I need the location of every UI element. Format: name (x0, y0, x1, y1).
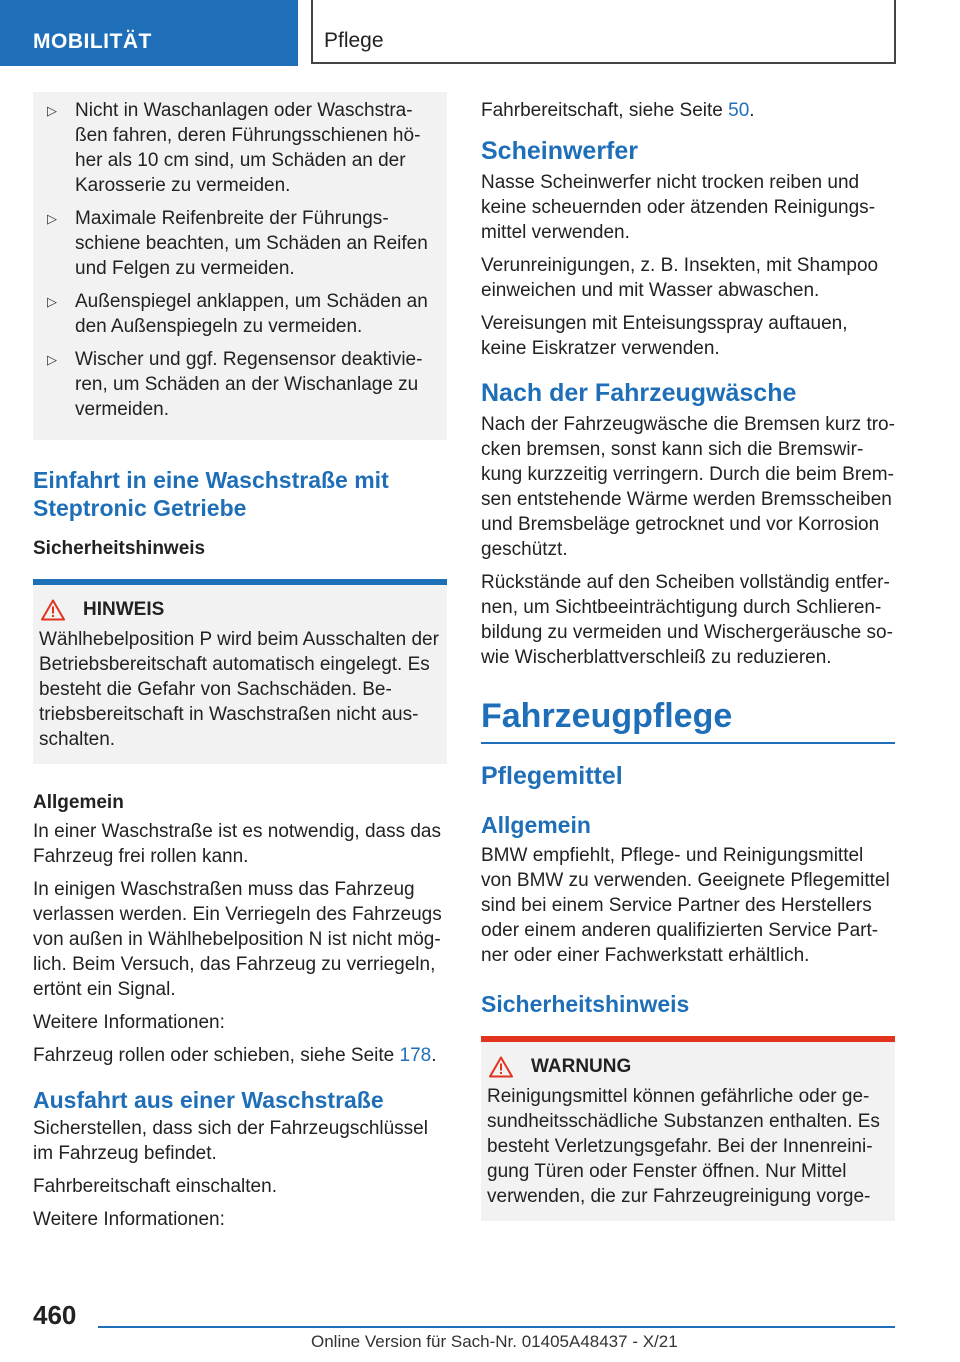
list-item: ▷ Nicht in Waschanlagen oder Waschstraßen fahren, deren Führungsschienen höher als 10 cm sind, um Schäden an der Karosserie zu vermeiden. (47, 100, 421, 196)
warning-triangle-icon (489, 1056, 513, 1078)
right-column (481, 98, 895, 1241)
notice-header (39, 599, 441, 621)
list-item: ▷ Wischer und ggf. Regensensor deaktivieren, um Schäden an der Wischanlage zu vermeiden. (47, 349, 423, 420)
triangle-right-icon: ▷ (47, 294, 57, 309)
page-link-178[interactable]: 178 (399, 1045, 432, 1066)
triangle-right-icon: ▷ (47, 352, 57, 367)
paragraph: In einigen Waschstraßen muss das Fahrzeug verlassen werden. Ein Verriegeln des Fahrzeugs von außen in Wählhebelposition N ist nicht möglich. Beim Versuch, das Fahrzeug zu verriegeln, ertönt ein Signal. (33, 879, 442, 1000)
triangle-right-icon: ▷ (47, 103, 57, 118)
section-tab: MOBILITÄT (0, 0, 298, 66)
heading-pflegemittel: Pflegemittel (481, 762, 623, 790)
warning-label: WARNUNG (531, 1056, 632, 1077)
heading-allgemein: Allgemein (481, 812, 591, 838)
heading-scheinwerfer: Scheinwerfer (481, 137, 639, 165)
heading-ausfahrt: Ausfahrt aus einer Waschstraße (33, 1087, 384, 1113)
paragraph: Sicherstellen, dass sich der Fahrzeugschlüssel im Fahrzeug befindet. (33, 1118, 428, 1164)
header-frame (311, 0, 896, 64)
warning-triangle-icon (41, 599, 65, 621)
list-item: ▷ Außenspiegel anklappen, um Schäden an den Außenspiegeln zu vermeiden. (47, 291, 428, 337)
notice-box (33, 579, 447, 764)
paragraph: Vereisungen mit Enteisungsspray auftauen, keine Eiskratzer verwenden. (481, 313, 848, 359)
heading-fahrzeugpflege: Fahrzeugpflege (481, 696, 895, 744)
paragraph: Rückstände auf den Scheiben vollständig entfernen, um Sichtbeeinträchtigung durch Schlierenbildung zu vermeiden und Wischergeräusche sowie Wischerblattverschleiß zu reduzieren. (481, 572, 893, 668)
header-title: Pflege (324, 29, 384, 52)
bullet-list (33, 92, 447, 440)
list-item: ▷ Maximale Reifenbreite der Führungsschiene beachten, um Schäden an Reifen und Felgen zu vermeiden. (47, 208, 428, 279)
paragraph-with-link: Fahrbereitschaft, siehe Seite 50. (481, 100, 755, 121)
footer-online-version: Online Version für Sach-Nr. 01405A48437 - X/21 (311, 1332, 678, 1351)
paragraph: Weitere Informationen: (33, 1012, 225, 1033)
paragraph: In einer Waschstraße ist es notwendig, dass das Fahrzeug frei rollen kann. (33, 821, 441, 867)
page-link-50[interactable]: 50 (728, 100, 750, 121)
paragraph: BMW empfiehlt, Pflege- und Reinigungsmittel von BMW zu verwenden. Geeignete Pflegemittel sind bei einem Service Partner des Herstellers oder einem anderen qualifizierten Service Partner oder einer Fachwerkstatt erhältlich. (481, 845, 890, 966)
warning-header (487, 1056, 889, 1078)
paragraph: Fahrbereitschaft einschalten. (33, 1176, 277, 1197)
heading-allgemein: Allgemein (33, 792, 124, 813)
page-number: 460 (33, 1300, 77, 1330)
heading-sicherheitshinweis: Sicherheitshinweis (33, 538, 206, 559)
heading-einfahrt: Einfahrt in eine Waschstraße mit Steptronic Getriebe (33, 467, 389, 521)
paragraph: Weitere Informationen: (33, 1209, 225, 1230)
paragraph: Nasse Scheinwerfer nicht trocken reiben und keine scheuernden oder ätzenden Reinigungsmittel verwenden. (481, 172, 876, 243)
triangle-right-icon: ▷ (47, 211, 57, 226)
paragraph-with-link: Fahrzeug rollen oder schieben, siehe Seite 178. (33, 1045, 437, 1066)
heading-sicherheitshinweis: Sicherheitshinweis (481, 991, 690, 1017)
notice-label: HINWEIS (83, 599, 165, 620)
heading-nach-der-fahrzeugwaesche: Nach der Fahrzeugwäsche (481, 379, 797, 407)
warning-box (481, 1036, 895, 1221)
paragraph: Nach der Fahrzeugwäsche die Bremsen kurz trocken bremsen, sonst kann sich die Bremswirkung kurzzeitig verringern. Durch die beim Bremsen entstehende Wärme werden Bremsscheiben und Bremsbeläge getrocknet und vor Korrosion geschützt. (481, 414, 895, 560)
notice-text: Wählhebelposition P wird beim Ausschalten der Betriebsbereitschaft automatisch eingelegt. Es besteht die Gefahr von Sachschäden. Betriebsbereitschaft in Waschstraßen nicht ausschalten. (39, 629, 439, 750)
left-column (33, 98, 447, 1240)
warning-text: Reinigungsmittel können gefährliche oder gesundheitsschädliche Substanzen enthalten. Es besteht Verletzungsgefahr. Bei der Innenreinigung Türen oder Fenster öffnen. Nur Mittel verwenden, die zur Fahrzeugreinigung vorge- (487, 1086, 880, 1207)
page-header (0, 0, 960, 66)
paragraph: Verunreinigungen, z. B. Insekten, mit Shampoo einweichen und mit Wasser abwaschen. (481, 255, 879, 301)
footer-divider (98, 1326, 895, 1328)
